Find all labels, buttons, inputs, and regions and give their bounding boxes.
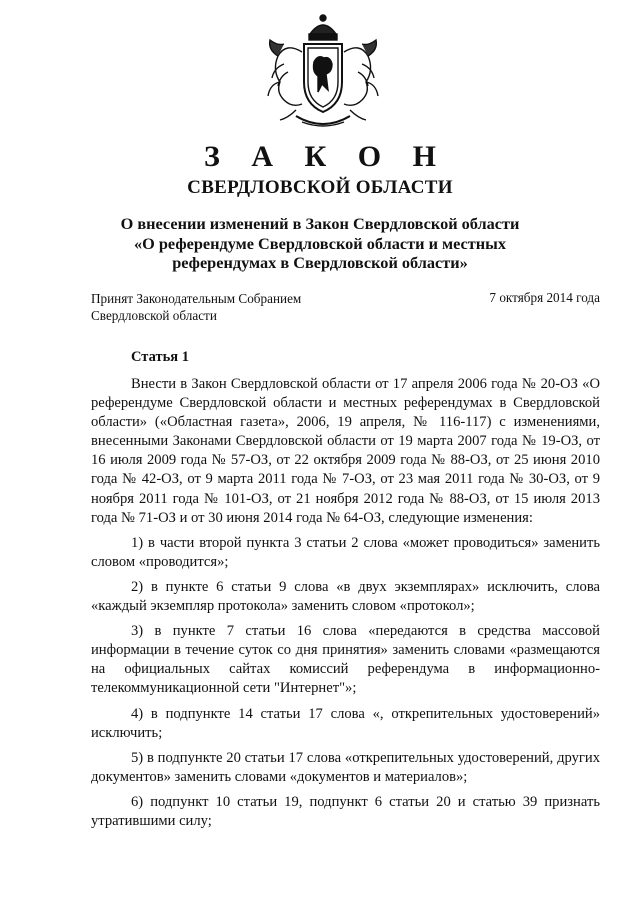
law-title-line: референдумах в Свердловской области»: [172, 253, 468, 272]
adoption-date: 7 октября 2014 года: [489, 290, 600, 305]
article-paragraph: 3) в пункте 7 статьи 16 слова «передаются в средства массовой информации в течение суток со дня принятия» заменить словами «размещаются на официальных сайтах комиссий референдума в информационно-телекоммуникационной сети "Интернет"»;: [91, 623, 600, 697]
article-body: [91, 375, 600, 837]
adoption-line: Принят Законодательным Собранием: [91, 291, 302, 306]
article-paragraph: 2) в пункте 6 статьи 9 слова «в двух экземплярах» исключить, слова «каждый экземпляр протокола» заменить словом «протокол»;: [91, 578, 600, 615]
coat-of-arms-emblem: [266, 12, 380, 130]
document-type-title: З А К О Н: [204, 140, 448, 173]
law-title-line: О внесении изменений в Закон Свердловской области: [120, 214, 520, 233]
law-title: [40, 214, 600, 273]
article-heading: Статья 1: [131, 349, 189, 365]
region-title: СВЕРДЛОВСКОЙ ОБЛАСТИ: [187, 177, 453, 198]
adoption-body: [91, 290, 301, 324]
article-paragraph: 4) в подпункте 14 статьи 17 слова «, открепительных удостоверений» исключить;: [91, 705, 600, 741]
article-paragraph: 1) в части второй пункта 3 статьи 2 слова «может проводиться» заменить словом «проводится»;: [91, 534, 600, 570]
article-paragraph: Внести в Закон Свердловской области от 17 апреля 2006 года № 20-ОЗ «О референдуме Свердловской области и местных референдумах в Свердловской области» («Областная газета», 2006, 19 апреля, № 116-117) с изменениями, внесенными Законами Свердловской области от 19 марта 2007 года № 19-ОЗ, от 16 июля 2009 года № 57-ОЗ, от 22 октября 2009 года № 88-ОЗ, от 25 июня 2010 года № 42-ОЗ, от 9 марта 2011 года № 7-ОЗ, от 23 мая 2011 года № 30-ОЗ, от 9 ноября 2011 года № 101-ОЗ, от 21 ноября 2012 года № 88-ОЗ, от 15 июля 2013 года № 71-ОЗ и от 30 июня 2014 года № 64-ОЗ, следующие изменения:: [91, 376, 600, 526]
law-title-line: «О референдуме Свердловской области и местных: [133, 233, 506, 253]
article-paragraph: 5) в подпункте 20 статьи 17 слова «открепительных удостоверений, других документов» заменить словами «документов и материалов»;: [91, 749, 600, 785]
adoption-line: Свердловской области: [91, 308, 217, 323]
article-paragraph: 6) подпункт 10 статьи 19, подпункт 6 статьи 20 и статью 39 признать утратившими силу;: [91, 793, 600, 829]
